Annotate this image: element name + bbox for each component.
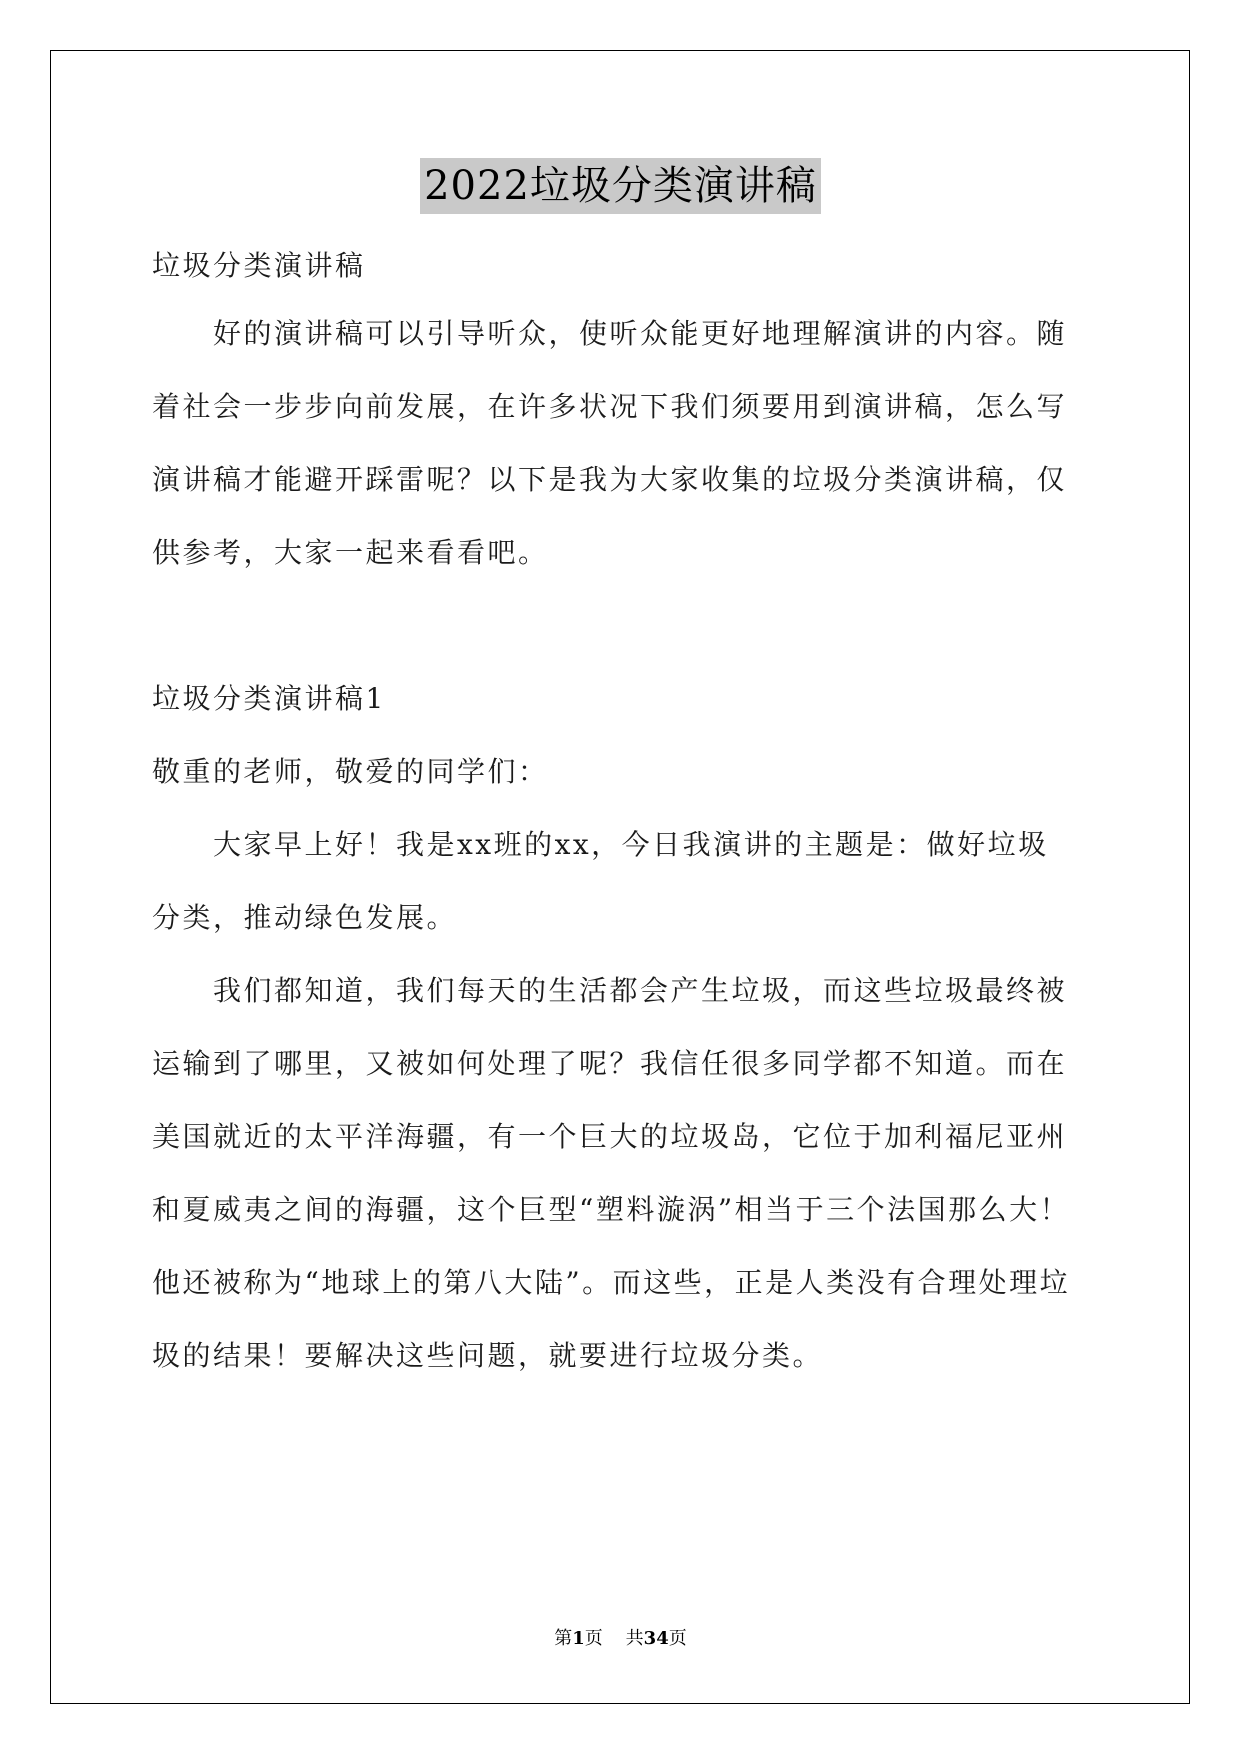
- salutation: 敬重的老师，敬爱的同学们：: [152, 755, 549, 788]
- total-suffix: 页: [668, 1628, 687, 1649]
- subtitle: 垃圾分类演讲稿: [152, 249, 366, 282]
- paragraph-line: 运输到了哪里，又被如何处理了呢？我信任很多同学都不知道。而在: [152, 1047, 1068, 1080]
- paragraph-line: 分类，推动绿色发展。: [152, 901, 458, 934]
- intro-line: 着社会一步步向前发展，在许多状况下我们须要用到演讲稿，怎么写: [152, 390, 1068, 423]
- total-pages: 34: [643, 1628, 669, 1649]
- document-title: 2022垃圾分类演讲稿: [420, 158, 821, 214]
- paragraph-line: 美国就近的太平洋海疆，有一个巨大的垃圾岛，它位于加利福尼亚州: [152, 1120, 1068, 1153]
- section-heading: 垃圾分类演讲稿1: [152, 682, 386, 715]
- page-footer: [0, 1624, 1241, 1650]
- intro-line: 演讲稿才能避开踩雷呢？以下是我为大家收集的垃圾分类演讲稿，仅: [152, 463, 1068, 496]
- intro-line: 供参考，大家一起来看看吧。: [152, 536, 549, 569]
- page-suffix: 页: [584, 1628, 603, 1649]
- page-prefix: 第: [554, 1628, 573, 1649]
- paragraph-line: 大家早上好！我是xx班的xx，今日我演讲的主题是：做好垃圾: [152, 828, 1049, 861]
- page-border: [50, 50, 1190, 1704]
- paragraph-line: 他还被称为“地球上的第八大陆”。而这些，正是人类没有合理处理垃: [152, 1266, 1071, 1299]
- intro-line: 好的演讲稿可以引导听众，使听众能更好地理解演讲的内容。随: [152, 317, 1068, 350]
- paragraph-line: 我们都知道，我们每天的生活都会产生垃圾，而这些垃圾最终被: [152, 974, 1068, 1007]
- paragraph-line: 圾的结果！要解决这些问题，就要进行垃圾分类。: [152, 1339, 824, 1372]
- total-prefix: 共: [625, 1628, 644, 1649]
- paragraph-line: 和夏威夷之间的海疆，这个巨型“塑料漩涡”相当于三个法国那么大！: [152, 1193, 1071, 1226]
- title-container: [0, 158, 1241, 214]
- page-number: 1: [572, 1628, 585, 1649]
